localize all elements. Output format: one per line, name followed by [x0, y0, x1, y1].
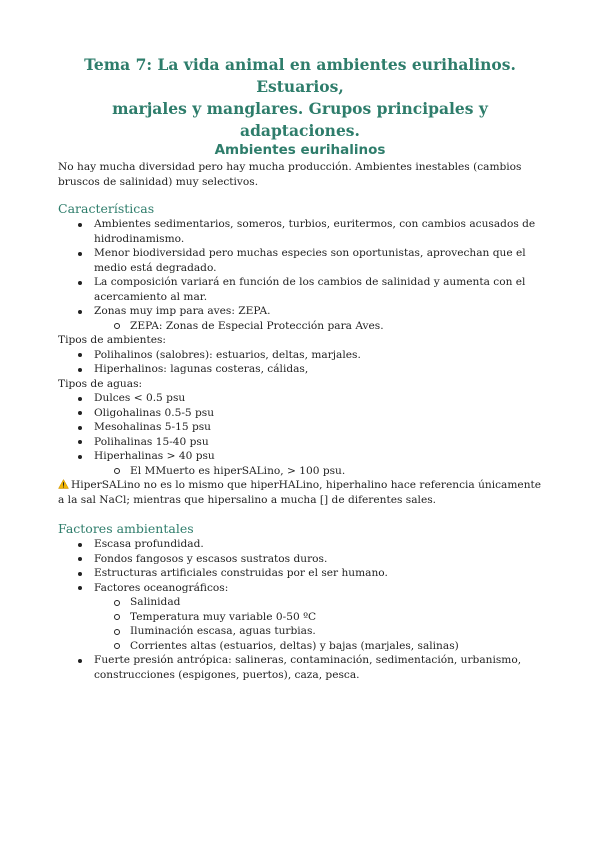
list-item: Fondos fangosos y escasos sustratos duros. — [58, 552, 542, 567]
sublist-item: Temperatura muy variable 0-50 ºC — [58, 610, 542, 625]
list-item: Escasa profundidad. — [58, 537, 542, 552]
title-line-1: Tema 7: La vida animal en ambientes eurihalinos. Estuarios, — [84, 55, 516, 96]
caracteristicas-list — [58, 217, 542, 333]
list-item: Mesohalinas 5-15 psu — [58, 420, 542, 435]
list-item: Estructuras artificiales construidas por el ser humano. — [58, 566, 542, 581]
list-item — [58, 304, 542, 333]
tipos-ambientes-list — [58, 348, 542, 377]
tipos-aguas-label: Tipos de aguas: — [58, 377, 143, 390]
sublist-item: El MMuerto es hiperSALino, > 100 psu. — [58, 464, 542, 479]
list-item: Hiperhalinos: lagunas costeras, cálidas, — [58, 362, 542, 377]
tipos-aguas-list — [58, 391, 542, 478]
list-item-text: Hiperhalinas > 40 psu — [94, 450, 215, 462]
sublist-item: Salinidad — [58, 595, 542, 610]
factores-list — [58, 537, 542, 682]
list-item — [58, 449, 542, 478]
list-item: Dulces < 0.5 psu — [58, 391, 542, 406]
warning-text: HiperSALino no es lo mismo que hiperHALino, hiperhalino hace referencia únicamente a la sal NaCl; mientras que hipersalino a mucha [] de diferentes sales. — [58, 479, 542, 506]
sublist-item: Iluminación escasa, aguas turbias. — [58, 624, 542, 639]
page-title — [58, 54, 542, 142]
warning-note — [58, 478, 542, 507]
list-item: Ambientes sedimentarios, someros, turbios, euritermos, con cambios acusados de hidrodinamismo. — [58, 217, 542, 246]
list-item: Fuerte presión antrópica: salineras, contaminación, sedimentación, urbanismo, construcciones (espigones, puertos), caza, pesca. — [58, 653, 542, 682]
aguas-sublist — [94, 464, 542, 479]
zepa-sublist — [94, 319, 542, 334]
list-item: Polihalinas 15-40 psu — [58, 435, 542, 450]
sublist-item: Corrientes altas (estuarios, deltas) y bajas (marjales, salinas) — [58, 639, 542, 654]
oceanograficos-sublist — [94, 595, 542, 653]
heading-factores: Factores ambientales — [58, 521, 194, 536]
list-item: Menor biodiversidad pero muchas especies son oportunistas, aprovechan que el medio está degradado. — [58, 246, 542, 275]
heading-caracteristicas: Características — [58, 201, 155, 216]
list-item — [58, 581, 542, 654]
tipos-ambientes-label: Tipos de ambientes: — [58, 334, 166, 346]
intro-paragraph: No hay mucha diversidad pero hay mucha producción. Ambientes inestables (cambios bruscos de salinidad) muy selectivos. — [58, 161, 522, 188]
warning-icon — [58, 479, 69, 489]
list-item-text: Zonas muy imp para aves: ZEPA. — [94, 305, 271, 317]
list-item: La composición variará en función de los cambios de salinidad y aumenta con el acercamiento al mar. — [58, 275, 542, 304]
list-item: Oligohalinas 0.5-5 psu — [58, 406, 542, 421]
list-item-text: Factores oceanográficos: — [94, 581, 229, 594]
sublist-item: ZEPA: Zonas de Especial Protección para Aves. — [58, 319, 542, 334]
list-item: Polihalinos (salobres): estuarios, deltas, marjales. — [58, 348, 542, 363]
title-line-2: marjales y manglares. Grupos principales y adaptaciones. — [112, 99, 488, 140]
section-title: Ambientes eurihalinos — [214, 142, 386, 158]
